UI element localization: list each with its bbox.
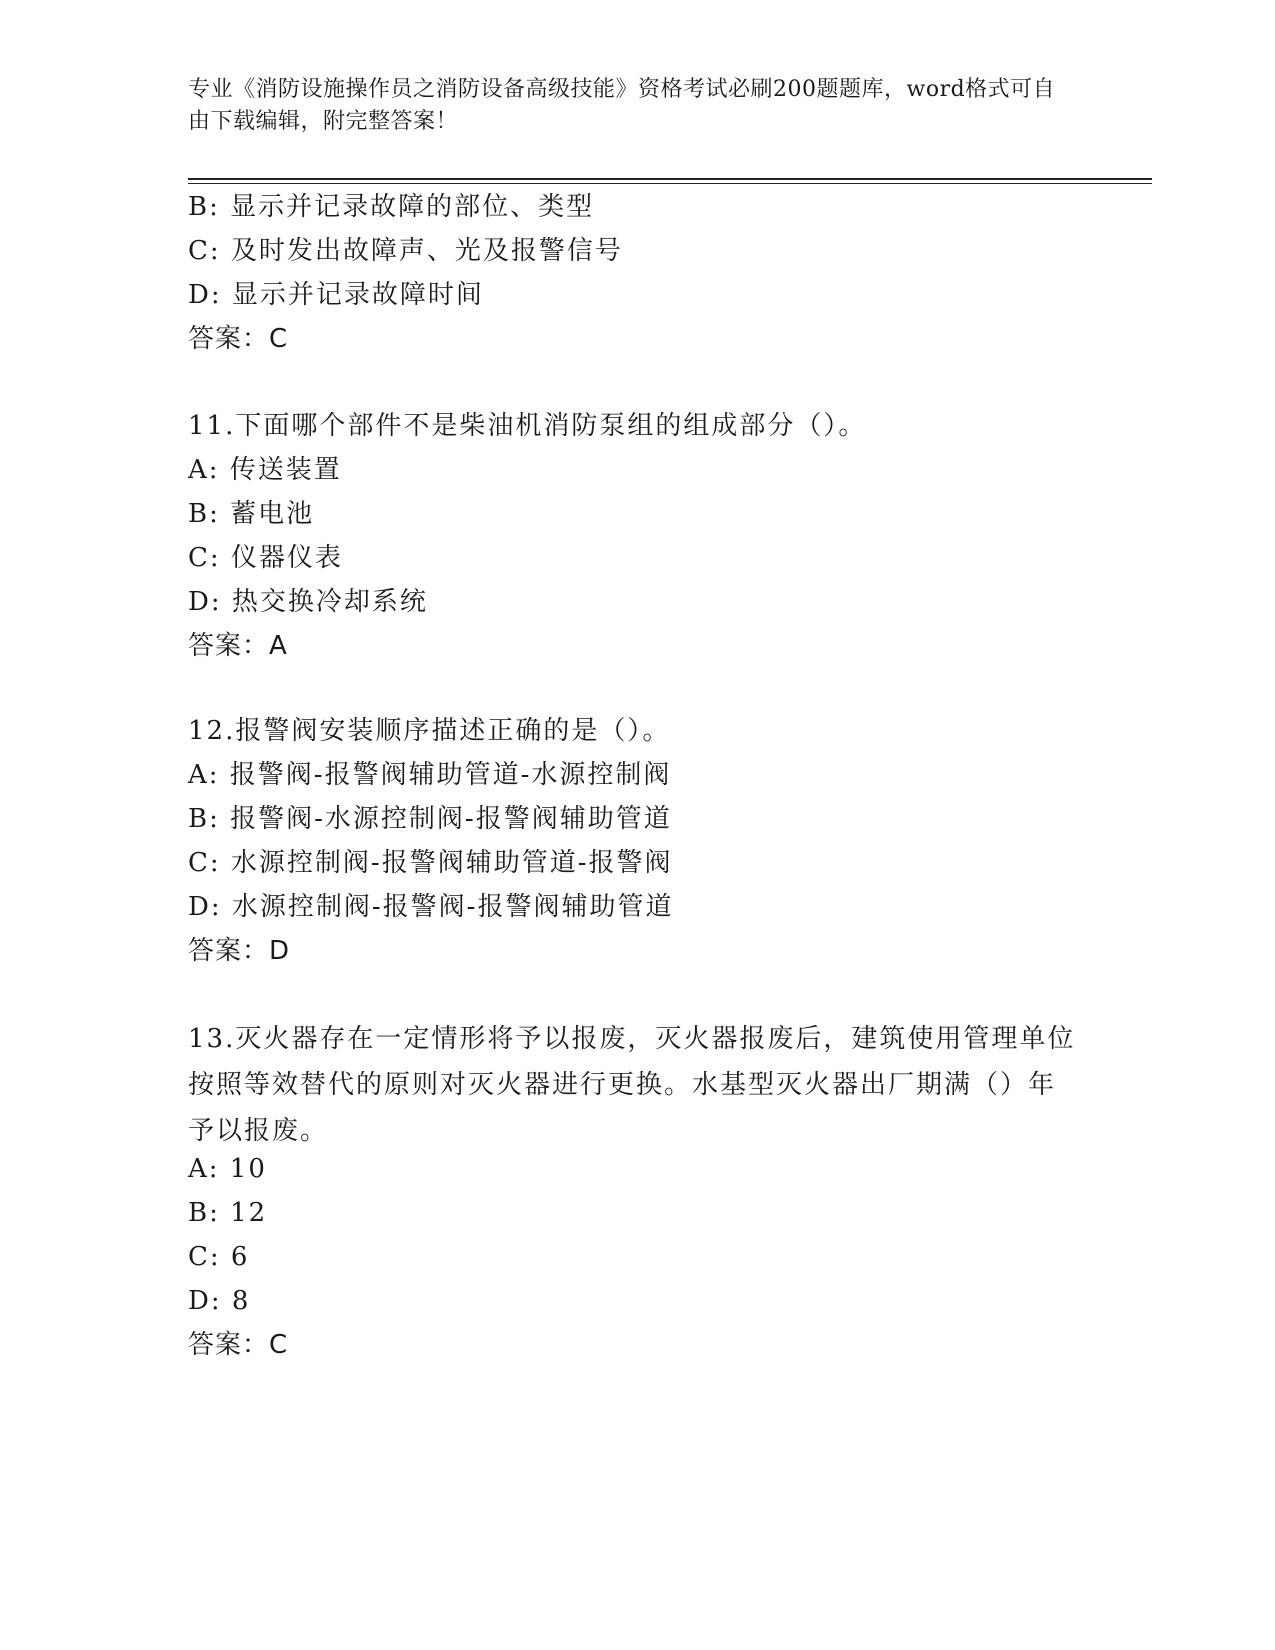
q10-option-d: D: 显示并记录故障时间	[188, 280, 484, 310]
header-divider	[188, 178, 1152, 180]
q13-option-a: A: 10	[188, 1154, 267, 1184]
q13-answer: 答案：C	[188, 1330, 289, 1360]
q13-option-c: C: 6	[188, 1242, 250, 1272]
header-divider-thin	[188, 183, 1152, 184]
q11-option-c: C: 仪器仪表	[188, 543, 343, 573]
q10-answer: 答案：C	[188, 324, 289, 354]
q13-option-b: B: 12	[188, 1198, 268, 1228]
q12-option-a: A: 报警阀-报警阀辅助管道-水源控制阀	[188, 760, 672, 790]
q12-option-d: D: 水源控制阀-报警阀-报警阀辅助管道	[188, 892, 674, 922]
q10-option-b: B: 显示并记录故障的部位、类型	[188, 192, 595, 222]
q13-stem: 13.灭火器存在一定情形将予以报废，灭火器报废后，建筑使用管理单位按照等效替代的原则对灭火器进行更换。水基型灭火器出厂期满（）年予以报废。	[188, 1024, 1076, 1146]
q13-option-d: D: 8	[188, 1286, 251, 1316]
q12-stem: 12.报警阀安装顺序描述正确的是（）。	[188, 716, 671, 746]
q12-option-c: C: 水源控制阀-报警阀辅助管道-报警阀	[188, 848, 673, 878]
q12-option-b: B: 报警阀-水源控制阀-报警阀辅助管道	[188, 804, 672, 834]
q11-option-d: D: 热交换冷却系统	[188, 587, 428, 617]
document-header: 专业《消防设施操作员之消防设备高级技能》资格考试必刷200题题库，word格式可自由下载编辑，附完整答案！	[188, 77, 1056, 134]
q11-answer: 答案：A	[188, 631, 288, 661]
q12-answer: 答案：D	[188, 936, 291, 966]
q11-stem: 11.下面哪个部件不是柴油机消防泵组的组成部分（）。	[188, 411, 867, 441]
q11-option-a: A: 传送装置	[188, 455, 342, 485]
q11-option-b: B: 蓄电池	[188, 499, 315, 529]
q10-option-c: C: 及时发出故障声、光及报警信号	[188, 236, 623, 266]
